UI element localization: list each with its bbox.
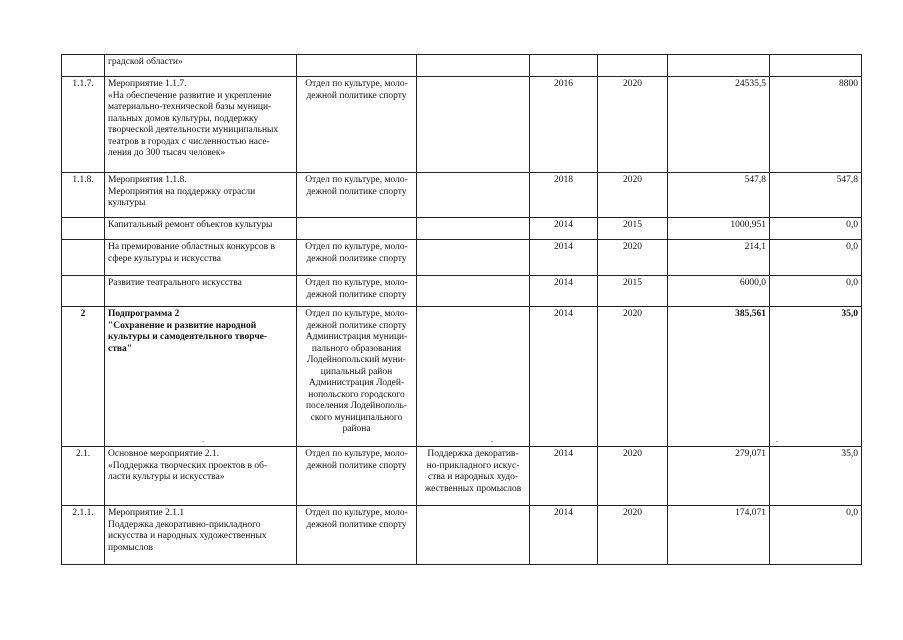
activity-name: Капитальный ремонт объектов культуры: [105, 218, 297, 240]
total-funding: 6000,0: [668, 276, 770, 307]
end-year: 2020: [598, 77, 668, 173]
row-number: 1.1.8.: [62, 173, 105, 218]
start-year: 2014: [530, 506, 598, 565]
start-year: 2014: [530, 447, 598, 506]
end-year: [598, 55, 668, 77]
responsible-executor: [297, 218, 417, 240]
total-funding: 1000,951: [668, 218, 770, 240]
row-number: 1.1.7.: [62, 77, 105, 173]
expected-result: [417, 506, 530, 565]
start-year: 2014: [530, 307, 598, 447]
expected-result: [417, 307, 530, 447]
row-number: 2.1.: [62, 447, 105, 506]
responsible-executor: Отдел по культуре, моло- дежной политике спорту Администрация муници- пального образования Лодейнопольский муни- ципальный район Администрация Лодей- нопольского городского поселения Лодейнополь- ского муниципального района: [297, 307, 417, 447]
end-year: 2015: [598, 218, 668, 240]
end-year: 2015: [598, 276, 668, 307]
table-row: [62, 506, 862, 565]
total-funding: 214,1: [668, 240, 770, 276]
table-body: [62, 55, 862, 565]
table-row: [62, 55, 862, 77]
table-row: [62, 218, 862, 240]
federal-funding: 0,0: [770, 506, 862, 565]
activity-name: Основное мероприятие 2.1. «Поддержка творческих проектов в об- ласти культуры и искусства»: [105, 447, 297, 506]
start-year: [530, 55, 598, 77]
start-year: 2014: [530, 240, 598, 276]
total-funding: 174,071: [668, 506, 770, 565]
expected-result: Поддержка декоратив- но-прикладного искус- ства и народных худо- жественных промыслов: [417, 447, 530, 506]
responsible-executor: [297, 55, 417, 77]
program-table: [61, 54, 862, 565]
table-row: [62, 173, 862, 218]
expected-result: [417, 77, 530, 173]
responsible-executor: Отдел по культуре, моло- дежной политике спорту: [297, 506, 417, 565]
responsible-executor: Отдел по культуре, моло- дежной политике спорту: [297, 240, 417, 276]
row-number: [62, 55, 105, 77]
federal-funding: 0,0: [770, 240, 862, 276]
federal-funding: 35,0: [770, 307, 862, 447]
scan-mark: -: [776, 437, 779, 445]
end-year: 2020: [598, 240, 668, 276]
federal-funding: 35,0: [770, 447, 862, 506]
row-number: [62, 240, 105, 276]
row-number: 2: [62, 307, 105, 447]
responsible-executor: Отдел по культуре, моло- дежной политике спорту: [297, 276, 417, 307]
table-row: [62, 307, 862, 447]
activity-name: градской области»: [105, 55, 297, 77]
total-funding: 24535,5: [668, 77, 770, 173]
total-funding: 279,071: [668, 447, 770, 506]
activity-name: Мероприятие 2.1.1 Поддержка декоративно-прикладного искусства и народных художественных промыслов: [105, 506, 297, 565]
end-year: 2020: [598, 173, 668, 218]
total-funding: 385,561: [668, 307, 770, 447]
expected-result: [417, 240, 530, 276]
start-year: 2014: [530, 218, 598, 240]
table-row: [62, 240, 862, 276]
activity-name: Развитие театрального искусства: [105, 276, 297, 307]
federal-funding: 0,0: [770, 276, 862, 307]
row-number: [62, 276, 105, 307]
scan-mark: -: [202, 437, 205, 445]
scan-mark: -: [491, 437, 494, 445]
responsible-executor: Отдел по культуре, моло- дежной политике спорту: [297, 77, 417, 173]
expected-result: [417, 173, 530, 218]
row-number: 2.1.1.: [62, 506, 105, 565]
start-year: 2018: [530, 173, 598, 218]
end-year: 2020: [598, 307, 668, 447]
federal-funding: 0,0: [770, 218, 862, 240]
start-year: 2016: [530, 77, 598, 173]
start-year: 2014: [530, 276, 598, 307]
federal-funding: [770, 55, 862, 77]
row-number: [62, 218, 105, 240]
expected-result: [417, 276, 530, 307]
expected-result: [417, 218, 530, 240]
federal-funding: 547,8: [770, 173, 862, 218]
activity-name: На премирование областных конкурсов в сфере культуры и искусства: [105, 240, 297, 276]
total-funding: [668, 55, 770, 77]
responsible-executor: Отдел по культуре, моло- дежной политике спорту: [297, 447, 417, 506]
expected-result: [417, 55, 530, 77]
activity-name: Подпрограмма 2 "Сохранение и развитие народной культуры и самодеятельного творче- ства": [105, 307, 297, 447]
responsible-executor: Отдел по культуре, моло- дежной политике спорту: [297, 173, 417, 218]
federal-funding: 8800: [770, 77, 862, 173]
activity-name: Мероприятие 1.1.7. «На обеспечение развитие и укрепление материально-технической базы муници- пальных домов культуры, поддержку творческой деятельности муниципальных театров в городах с численностью насе- ления до 300 тысяч человек»: [105, 77, 297, 173]
total-funding: 547,8: [668, 173, 770, 218]
table-row: [62, 77, 862, 173]
end-year: 2020: [598, 447, 668, 506]
activity-name: Мероприятия 1.1.8. Мероприятия на поддержку отрасли культуры: [105, 173, 297, 218]
end-year: 2020: [598, 506, 668, 565]
table-row: [62, 447, 862, 506]
table-row: [62, 276, 862, 307]
